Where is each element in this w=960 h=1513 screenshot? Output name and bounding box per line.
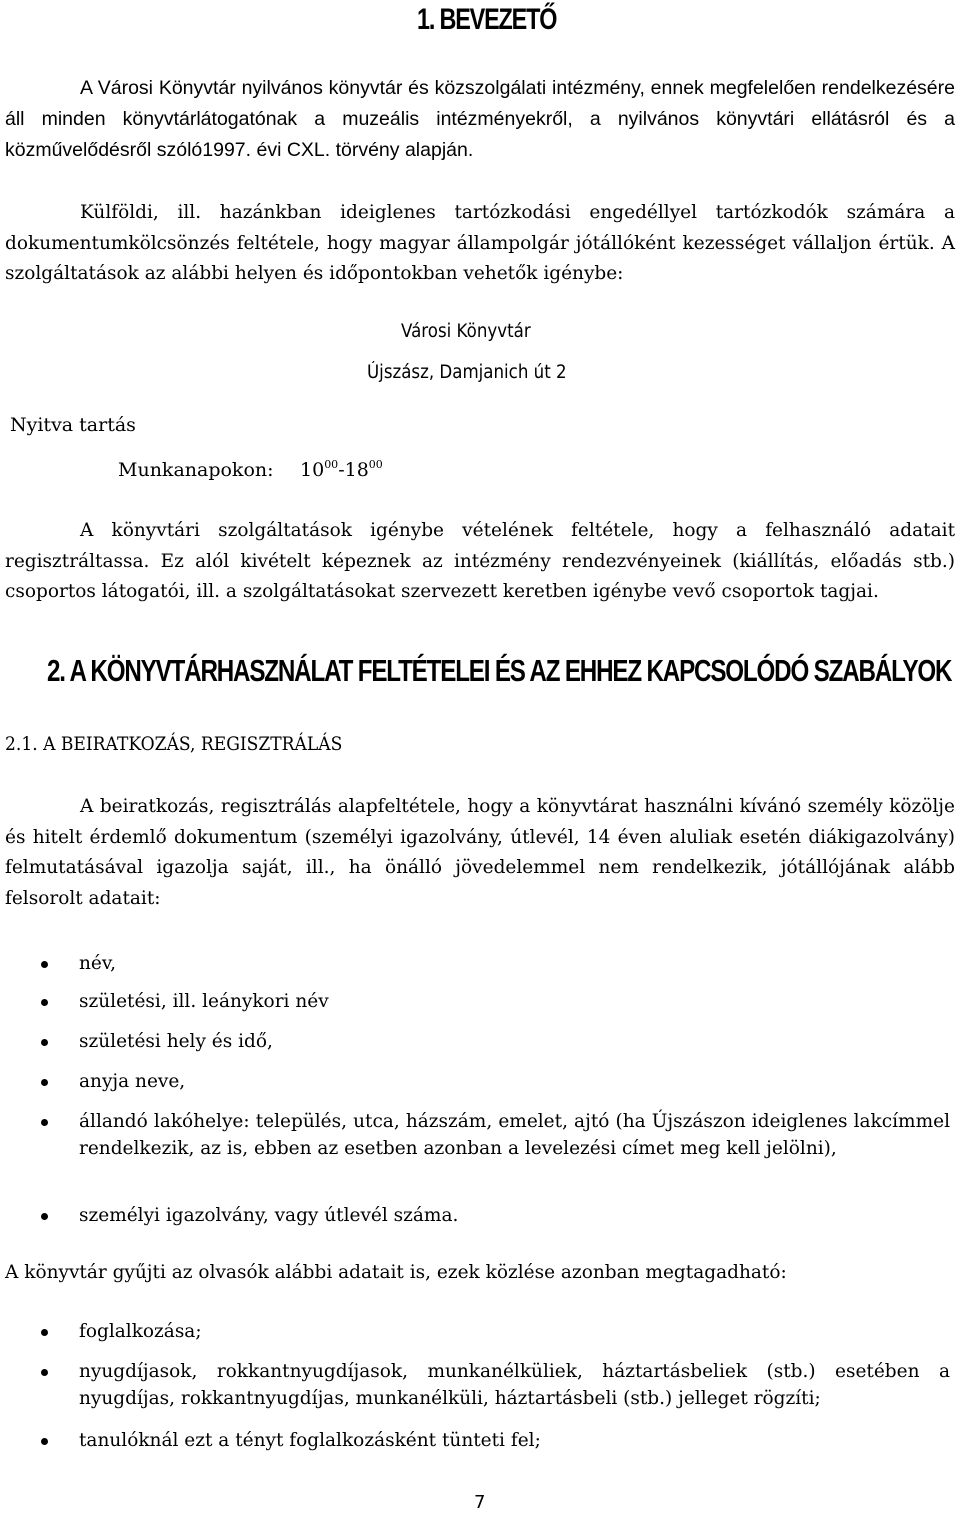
- usage-paragraph: A könyvtári szolgáltatások igénybe vételének feltétele, hogy a felhasználó adatait regisztráltassa. Ez alól kivételt képeznek az intézmény rendezvényeinek (kiállítás, előadás stb.) csoportos látogatói, ill. a szolgáltatásokat szervezett keretben igénybe vevő csoportok tagjai.: [5, 520, 955, 602]
- library-address: Újszász, Damjanich út 2: [367, 362, 567, 383]
- optional-data-list: [36, 0, 955, 1513]
- heading-beiratkozas: 2.1. A BEIRATKOZÁS, REGISZTRÁLÁS: [5, 733, 343, 755]
- close-minute: 00: [368, 458, 383, 471]
- list-item-text: foglalkozása;: [79, 1321, 202, 1342]
- page-number: 7: [474, 1492, 486, 1513]
- list-item-text: nyugdíjasok, rokkantnyugdíjasok, munkanélküliek, háztartásbeliek (stb.) esetében a nyugdíjas, rokkantnyugdíjas, munkanélküli, háztartásbeli (stb.) jelleget rögzíti;: [79, 1361, 950, 1409]
- open-hour: 10: [300, 459, 325, 481]
- workdays-label: Munkanapokon:: [118, 459, 274, 481]
- collected-data-paragraph: A könyvtár gyűjti az olvasók alábbi adatait is, ezek közlése azonban megtagadható:: [5, 1262, 787, 1283]
- registration-paragraph: A beiratkozás, regisztrálás alapfeltétele, hogy a könyvtárat használni kívánó személy közölje és hitelt érdemlő dokumentum (személyi igazolvány, útlevél, 14 éven aluliak esetén diákigazolvány) felmutatásával igazolja saját, ill., ha önálló jövedelemmel nem rendelkezik, jótállójának alább felsorolt adatait:: [5, 796, 955, 909]
- hours-separator: -: [338, 459, 345, 481]
- foreign-users-paragraph: Külföldi, ill. hazánkban ideiglenes tartózkodási engedéllyel tartózkodók számára a dokumentumkölcsönzés feltétele, hogy magyar állampolgár jótállóként kezességet vállaljon értük. A szolgáltatások az alábbi helyen és időpontokban vehetők igénybe:: [5, 202, 955, 284]
- intro-paragraph: A Városi Könyvtár nyilvános könyvtár és közszolgálati intézmény, ennek megfelelően rendelkezésére áll minden könyvtárlátogatónak a muzeális intézményekről, a nyilvános könyvtári ellátásról és a közművelődésről szóló1997. évi CXL. törvény alapján.: [5, 77, 955, 161]
- opening-hours-label: Nyitva tartás: [10, 414, 136, 436]
- close-hour: 18: [344, 459, 369, 481]
- list-item-text: tanulóknál ezt a tényt foglalkozásként tünteti fel;: [79, 1430, 541, 1451]
- list-item-text: név,: [79, 953, 116, 974]
- list-item-text: anyja neve,: [79, 1071, 186, 1092]
- library-name: Városi Könyvtár: [401, 321, 531, 342]
- bullet-icon: [41, 1369, 48, 1376]
- bullet-icon: [41, 1329, 48, 1336]
- bullet-icon: [41, 1438, 48, 1445]
- list-item-text: születési hely és idő,: [79, 1031, 273, 1052]
- list-item-text: személyi igazolvány, vagy útlevél száma.: [79, 1205, 459, 1226]
- open-minute: 00: [324, 458, 339, 471]
- list-item-text: születési, ill. leánykori név: [79, 991, 329, 1012]
- heading-bevezeto: 1. BEVEZETŐ: [417, 3, 557, 36]
- heading-szabalyok: 2. A KÖNYVTÁRHASZNÁLAT FELTÉTELEI ÉS AZ EHHEZ KAPCSOLÓDÓ SZABÁLYOK: [47, 653, 952, 688]
- list-item-text: állandó lakóhelye: település, utca, házszám, emelet, ajtó (ha Újszászon ideiglenes lakcímmel rendelkezik, az is, ebben az esetben azonban a levelezési címet meg kell jelölni),: [79, 1111, 950, 1159]
